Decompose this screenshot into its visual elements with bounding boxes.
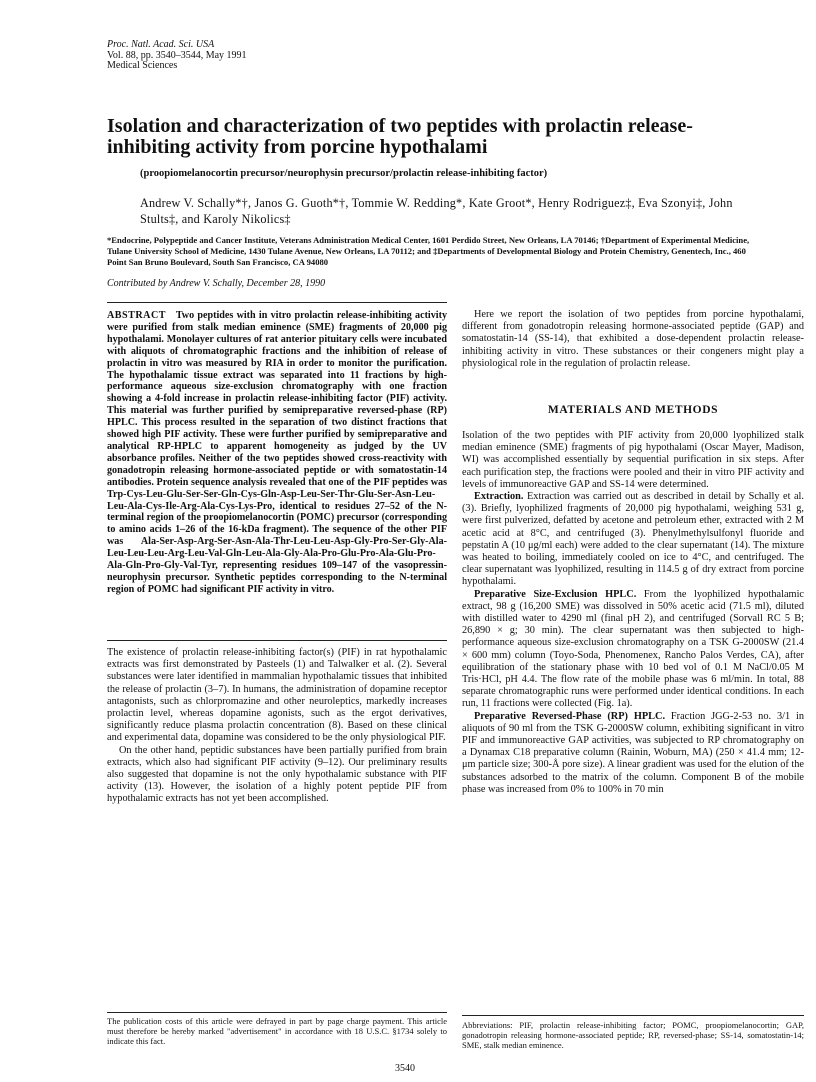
page-number: 3540 xyxy=(395,1063,415,1074)
journal-volume: Vol. 88, pp. 3540–3544, May 1991 xyxy=(107,49,247,61)
reversed-phase-text: Fraction JGG-2-53 no. 3/1 in aliquots of 90 ml from the TSK G-2000SW column, exhibiting significant in vitro PIF and immunoreactive GAP activities, was subjected to RP chromatography on a Dynamax C18 preparative column (Rainin, Woburn, MA) (250 × 41.4 mm; 12-μm particle size; 300-Å pore size). A linear gradient was used for the elution of the substances adsorbed to the matrix of the column. Component B of the mobile phase was increased from 0% to 100% in 70 min xyxy=(462,710,804,795)
divider-top xyxy=(107,302,447,303)
methods-intro: Isolation of the two peptides with PIF activity from 20,000 lyophilized stalk median eminence (SME) fragments of pig hypothalami (Oscar Mayer, Madison, WI) was accomplished essentially by sequential purification in six steps. After each purification step, the fractions were pooled and their in vitro PIF activity and levels of immunoreactive GAP and SS-14 were determined. xyxy=(462,430,804,490)
size-exclusion-paragraph xyxy=(462,589,804,711)
extraction-paragraph xyxy=(462,491,804,589)
divider-abbrev xyxy=(462,1015,804,1016)
journal-section: Medical Sciences xyxy=(107,60,178,71)
affiliations: *Endocrine, Polypeptide and Cancer Institute, Veterans Administration Medical Center, 1601 Perdido Street, New Orleans, LA 70146; †Department of Experimental Medicine, Tulane University School of Medicine, 1430 Tulane Avenue, New Orleans, LA 70112; and ‡Departments of Developmental Biology and Protein Chemistry, Genentech, Inc., 460 Point San Bruno Boulevard, South San Francisco, CA 94080 xyxy=(107,235,750,267)
keywords: (proopiomelanocortin precursor/neurophysin precursor/prolactin release-inhibiting factor) xyxy=(140,168,548,179)
reversed-phase-paragraph xyxy=(462,711,804,796)
introduction xyxy=(107,647,447,806)
methods xyxy=(462,430,804,796)
intro-paragraph: On the other hand, peptidic substances have been partially purified from brain extracts, which also had significant PIF activity (9–12). Our preliminary results also suggested that dopamine is not the only hypothalamic substance with PIF activity (13). However, the isolation of a highly potent peptide PIF from hypothalamic extracts has not yet been accomplished. xyxy=(107,744,447,805)
journal-header xyxy=(107,40,247,72)
right-intro xyxy=(462,309,804,370)
size-exclusion-heading: Preparative Size-Exclusion HPLC. xyxy=(474,588,637,600)
journal-name: Proc. Natl. Acad. Sci. USA xyxy=(107,39,215,50)
section-title: MATERIALS AND METHODS xyxy=(547,404,719,416)
abbreviations: Abbreviations: PIF, prolactin release-inhibiting factor; POMC, proopiomelanocortin; GAP, gonadotropin releasing hormone-associated peptide; RP, reversed-phase; SS-14, somatostatin-14; SME, stalk median eminence. xyxy=(462,1020,804,1050)
reversed-phase-heading: Preparative Reversed-Phase (RP) HPLC. xyxy=(474,710,666,722)
extraction-text: Extraction was carried out as described in detail by Schally et al. (3). Briefly, lyophilized fragments of 20,000 pig hypothalami, weighing 531 g, were first pulverized, defatted by acetone and petroleum ether, extracted with 2 M acetic acid at 8°C, and centrifuged (3). Phenylmethylsulfonyl fluoride and pepstatin A (10 μg/ml each) were added to the clear supernatant (14). The mixture was heated to boiling, immediately cooled on ice to 4°C, and centrifuged. The clear supernatant was lyophilized, resulting in 114.5 g of dry extract from porcine hypothalami. xyxy=(462,491,804,588)
abstract-text: Two peptides with in vitro prolactin release-inhibiting activity were purified from stalk median eminence (SME) fragments of 20,000 pig hypothalami. Monolayer cultures of rat anterior pituitary cells were incubated with aliquots of chromatographic fractions and the inhibition of release of prolactin in vitro was measured by RIA in order to monitor the purification. The hypothalamic tissue extract was separated into 11 fractions by high-performance aqueous size-exclusion chromatography with one fraction showing a 4-fold increase in prolactin release-inhibiting factor (PIF) activity. This material was further purified by semipreparative reversed-phase (RP) HPLC. This process resulted in the separation of two distinct fractions that showed high PIF activity. These were further purified by semipreparative and analytical RP-HPLC to apparent homogeneity as judged by the UV absorbance profiles. Neither of the two peptides showed cross-reactivity with gonadotropin releasing hormone-associated peptide or with somatostatin-14 antibodies. Protein sequence analysis revealed that one of the PIF peptides was Trp-Cys-Leu-Glu-Ser-Ser-Gln-Cys-Gln-Asp-Leu-Ser-Thr-Glu-Ser-Asn-Leu-Leu-Ala-Cys-Ile-Arg-Ala-Cys-Lys-Pro, identical to residues 27–52 of the N-terminal region of the proopiomelanocortin (POMC) precursor (corresponding to amino acids 1–26 of the 16-kDa fragment). The sequence of the other PIF was Ala-Ser-Asp-Arg-Ser-Asn-Ala-Thr-Leu-Leu-Asp-Gly-Pro-Ser-Gly-Ala-Leu-Leu-Leu-Arg-Leu-Val-Gln-Leu-Ala-Gly-Ala-Pro-Glu-Pro-Ala-Glu-Pro-Ala-Gln-Pro-Gly-Val-Tyr, representing residues 109–147 of the vasopressin-neurophysin precursor. Synthetic peptides corresponding to the N-terminal region of POMC had significant PIF activity in vitro. xyxy=(107,310,447,595)
publication-footnote: The publication costs of this article were defrayed in part by page charge payment. This article must therefore be hereby marked "advertisement" in accordance with 18 U.S.C. §1734 solely to indicate this fact. xyxy=(107,1016,447,1046)
divider-abstract xyxy=(107,640,447,641)
size-exclusion-text: From the lyophilized hypothalamic extract, 98 g (16,200 SME) was dissolved in 50% acetic acid (71.5 ml), diluted with distilled water to 4290 ml (final pH 2), and centrifuged (Sorvall RC 5 B; 26,890 × g; 30 min). The clear supernatant was then subjected to high-performance aqueous size-exclusion chromatography on a TSK G-2000SW (21.4 × 600 mm) column (Toyo-Soda, Phenomenex, Rancho Palos Verdes, CA), after equilibration of the stationary phase with 10 bed vol of 0.1 M NaCl/0.05 M Tris·HCl, pH 4.4. The flow rate of the mobile phase was 6 ml/min. In total, 88 separate chromatographic runs were performed under identical conditions. In each run, 11 fractions were collected (Fig. 1a). xyxy=(462,588,804,710)
divider-footnote xyxy=(107,1012,447,1013)
intro-paragraph: The existence of prolactin release-inhibiting factor(s) (PIF) in rat hypothalamic extracts was first demonstrated by Pasteels (1) and Talwalker et al. (2). Several substances were later identified in mammalian hypothalamic tissues that inhibited the release of prolactin (3–7). In humans, the administration of dopamine receptor antagonists, such as chlorpromazine and other neuroleptics, markedly increases prolactin level, whereas dopamine agonists, such as the ergot derivatives, significantly reduce plasma prolactin concentration (8). Based on these clinical and experimental data, dopamine was considered to be the only physiological PIF. xyxy=(107,647,447,744)
authors: Andrew V. Schally*†, Janos G. Guoth*†, Tommie W. Redding*, Kate Groot*, Henry Rodriguez‡, Eva Szonyi‡, John Stults‡, and Karoly Nikolics‡ xyxy=(140,196,733,226)
extraction-heading: Extraction. xyxy=(474,491,524,503)
abstract-label: ABSTRACT xyxy=(107,310,166,321)
contributed-by: Contributed by Andrew V. Schally, December 28, 1990 xyxy=(107,278,326,289)
article-title: Isolation and characterization of two peptides with prolactin release-inhibiting activity from porcine hypothalami xyxy=(107,115,693,158)
right-intro-paragraph: Here we report the isolation of two peptides from porcine hypothalami, different from gonadotropin releasing hormone-associated peptide (GAP) and somatostatin-14 (SS-14), that exhibited a dose-dependent prolactin release-inhibiting activity in vitro. These substances or their congeners might play a physiological role in the regulation of prolactin release. xyxy=(462,309,804,369)
abstract xyxy=(107,310,447,596)
